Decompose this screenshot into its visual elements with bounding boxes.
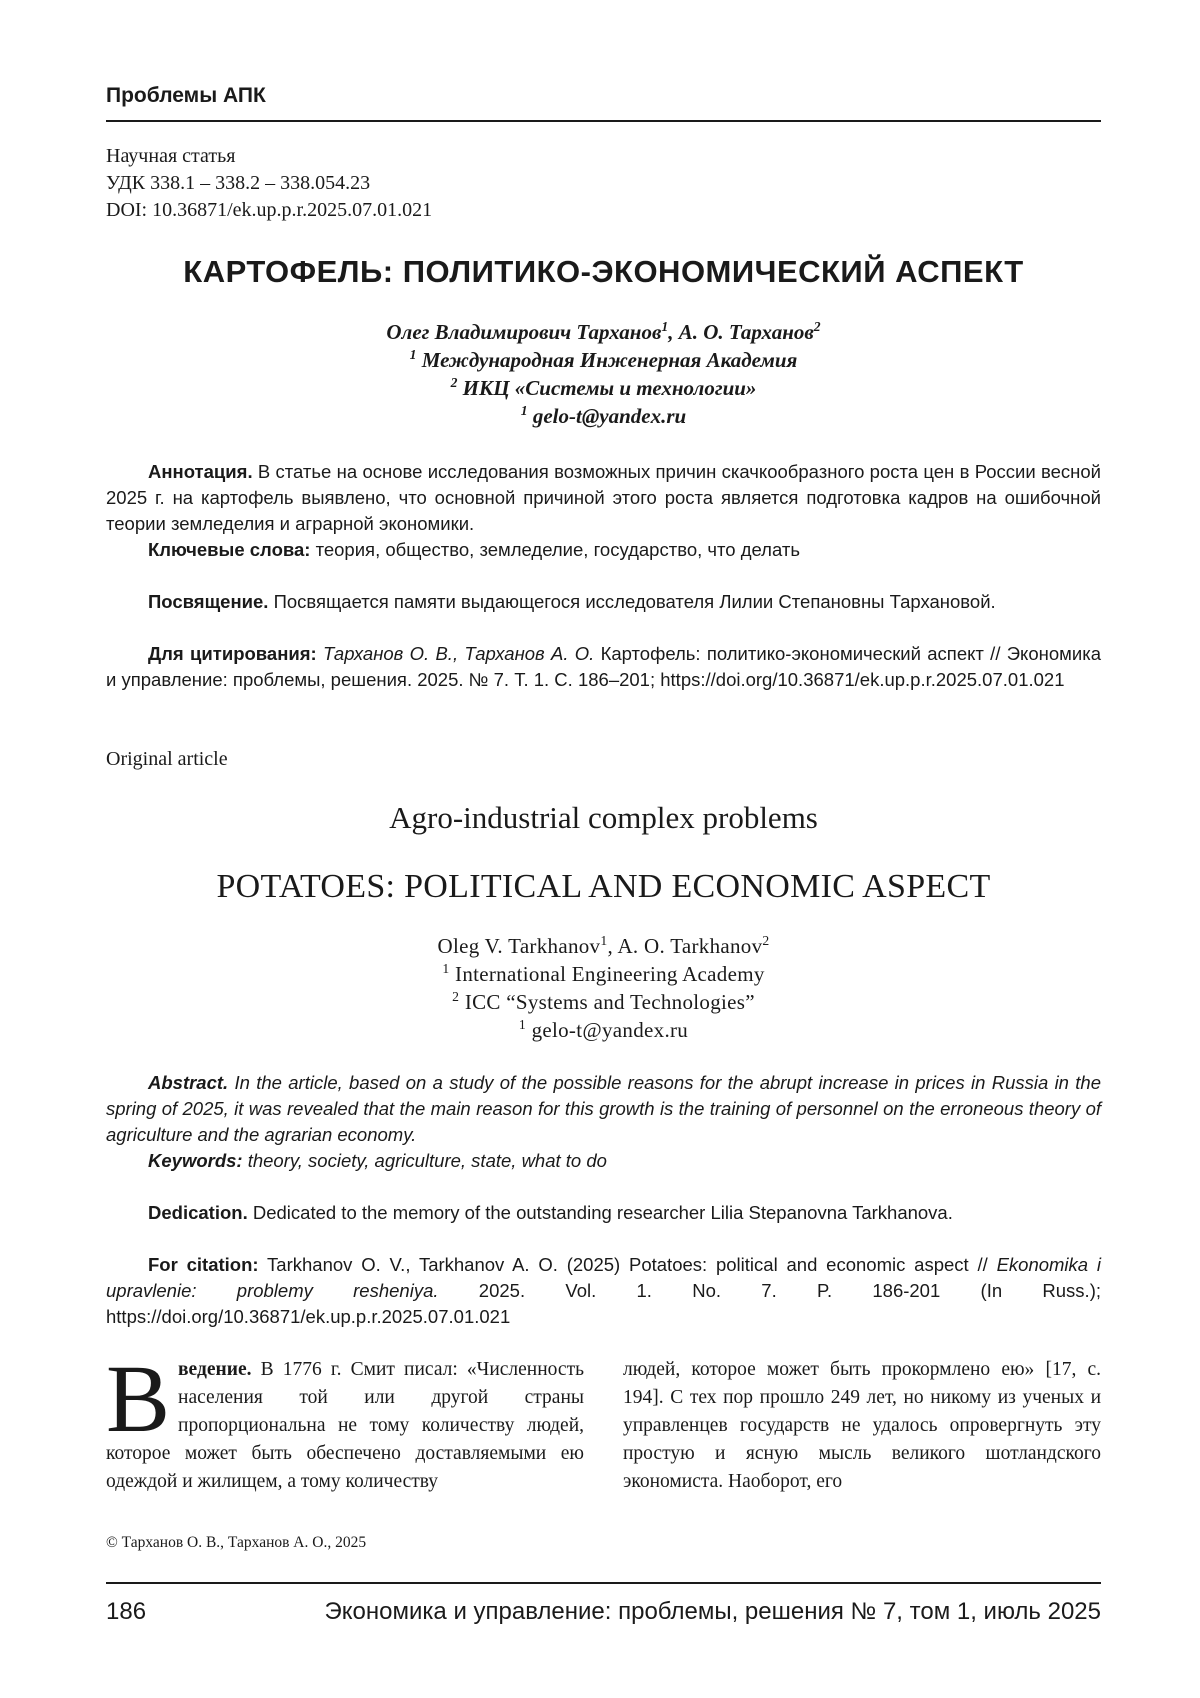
- journal-footer: Экономика и управление: проблемы, решения № 7, том 1, июль 2025: [324, 1598, 1101, 1625]
- ru-author-sep: ,: [668, 320, 679, 344]
- ru-keywords-label: Ключевые слова:: [148, 539, 311, 560]
- en-affil-1-text: International Engineering Academy: [455, 962, 765, 986]
- en-author-1: Oleg V. Tarkhanov: [437, 934, 601, 958]
- ru-dedication-text: Посвящается памяти выдающегося исследователя Лилии Степановны Тархановой.: [268, 591, 996, 612]
- en-dedication-text: Dedicated to the memory of the outstanding researcher Lilia Stepanovna Tarkhanova.: [247, 1202, 953, 1223]
- en-abstract: [106, 1070, 1101, 1148]
- en-affiliation-2: [106, 988, 1101, 1016]
- ru-citation: [106, 641, 1101, 693]
- ru-author-line: [106, 318, 1101, 346]
- ru-keywords-text: теория, общество, земледелие, государство, что делать: [310, 539, 800, 560]
- en-email-link[interactable]: gelo-t@yandex.ru: [531, 1018, 689, 1042]
- intro-label: ведение.: [178, 1359, 252, 1380]
- en-citation-journal: Ekonomika i upravlenie: problemy resheniya.: [106, 1254, 1101, 1301]
- en-author-line: [106, 932, 1101, 960]
- ru-affiliation-2: [106, 374, 1101, 402]
- en-email-sup: 1: [518, 1017, 527, 1032]
- ru-affiliation-1: [106, 346, 1101, 374]
- ru-sup-2: 2: [813, 319, 821, 334]
- article-meta: [106, 143, 432, 224]
- udc: УДК 338.1 – 338.2 – 338.054.23: [106, 172, 371, 194]
- footer-rule: [106, 1582, 1101, 1584]
- ru-email: [106, 402, 1101, 430]
- original-article-label: Original article: [106, 748, 228, 770]
- body-left-text: В 1776 г. Смит писал: «Численность населения той или другой страны пропорциональна не тому количеству людей, которое может быть обеспечено доставляемыми ею одеждой и жилищем, а тому количеству: [106, 1359, 584, 1492]
- body-column-left: [106, 1345, 584, 1496]
- en-author-2: A. O. Tarkhanov: [617, 934, 763, 958]
- ru-authors: [106, 318, 1101, 430]
- ru-dedication: [106, 589, 1101, 615]
- ru-author-1: Олег Владимирович Тарханов: [386, 320, 662, 344]
- doi: DOI: 10.36871/ek.up.p.r.2025.07.01.021: [106, 199, 433, 221]
- ru-sup-1: 1: [661, 319, 669, 334]
- en-section: Agro-industrial complex problems: [389, 800, 818, 835]
- en-dedication: [106, 1200, 1101, 1226]
- article-type: Научная статья: [106, 145, 236, 167]
- en-affil-2-text: ICC “Systems and Technologies”: [464, 990, 755, 1014]
- ru-email-link[interactable]: gelo-t@yandex.ru: [532, 404, 687, 428]
- en-citation-pre: Tarkhanov O. V., Tarkhanov A. O. (2025) Potatoes: political and economic aspect //: [258, 1254, 997, 1275]
- en-sup-1: 1: [600, 933, 608, 948]
- en-affil-sup-1: 1: [442, 961, 450, 976]
- en-keywords-text: theory, society, agriculture, state, what to do: [242, 1150, 607, 1171]
- body-column-right: [623, 1356, 1101, 1496]
- en-citation: [106, 1252, 1101, 1330]
- body-right-text: людей, которое может быть прокормлено ею» [17, с. 194]. С тех пор прошло 249 лет, но никому из ученых и управленцев государств не удалось опровергнуть эту простую и ясную мысль великого шотландского экономиста. Наоборот, его: [623, 1359, 1101, 1492]
- page-number: 186: [106, 1598, 147, 1625]
- ru-citation-text: Картофель: политико-экономический аспект // Экономика и управление: проблемы, решения. 2025. № 7. Т. 1. С. 186–201; https://doi.org/10.36871/ek.up.p.r.2025.07.01.021: [106, 643, 1101, 690]
- copyright: © Тарханов О. В., Тарханов А. О., 2025: [106, 1534, 367, 1551]
- ru-affil-sup-1: 1: [409, 347, 417, 362]
- en-dedication-label: Dedication.: [148, 1202, 248, 1223]
- en-abstract-text: In the article, based on a study of the possible reasons for the abrupt increase in prices in Russia in the spring of 2025, it was revealed that the main reason for this growth is the training of personnel on the erroneous theory of agriculture and the agrarian economy.: [106, 1072, 1101, 1145]
- ru-citation-authors: Тарханов О. В., Тарханов А. О.: [316, 643, 595, 664]
- en-citation-post: 2025. Vol. 1. No. 7. P. 186-201 (In Russ.); https://doi.org/10.36871/ek.up.p.r.2025.07.01.021: [106, 1280, 1101, 1327]
- en-authors: [106, 932, 1101, 1044]
- ru-citation-label: Для цитирования:: [148, 643, 317, 664]
- en-author-sep: ,: [607, 934, 618, 958]
- en-sup-2: 2: [762, 933, 770, 948]
- ru-affil-1-text: Международная Инженерная Академия: [421, 348, 798, 372]
- en-keywords-label: Keywords:: [148, 1150, 243, 1171]
- en-abstract-label: Abstract.: [148, 1072, 229, 1093]
- en-affiliation-1: [106, 960, 1101, 988]
- ru-abstract-text: В статье на основе исследования возможных причин скачкообразного роста цен в России весной 2025 г. на картофель выявлено, что основной причиной этого роста является подготовка кадров на ошибочной теории земледелия и аграрной экономики.: [106, 461, 1101, 534]
- ru-email-sup: 1: [520, 403, 528, 418]
- ru-abstract: [106, 459, 1101, 537]
- header-rule: [106, 120, 1101, 122]
- ru-keywords: [106, 537, 1101, 563]
- drop-cap: В: [106, 1345, 171, 1452]
- ru-affil-sup-2: 2: [450, 375, 458, 390]
- en-email: [106, 1016, 1101, 1044]
- en-title: POTATOES: POLITICAL AND ECONOMIC ASPECT: [216, 868, 991, 905]
- en-citation-label: For citation:: [148, 1254, 259, 1275]
- ru-abstract-label: Аннотация.: [148, 461, 253, 482]
- en-keywords: [106, 1148, 1101, 1174]
- en-affil-sup-2: 2: [452, 989, 460, 1004]
- ru-title: КАРТОФЕЛЬ: ПОЛИТИКО-ЭКОНОМИЧЕСКИЙ АСПЕКТ: [183, 254, 1024, 289]
- running-header: Проблемы АПК: [106, 84, 266, 107]
- ru-affil-2-text: ИКЦ «Системы и технологии»: [462, 376, 757, 400]
- ru-dedication-label: Посвящение.: [148, 591, 269, 612]
- ru-author-2: А. О. Тарханов: [678, 320, 814, 344]
